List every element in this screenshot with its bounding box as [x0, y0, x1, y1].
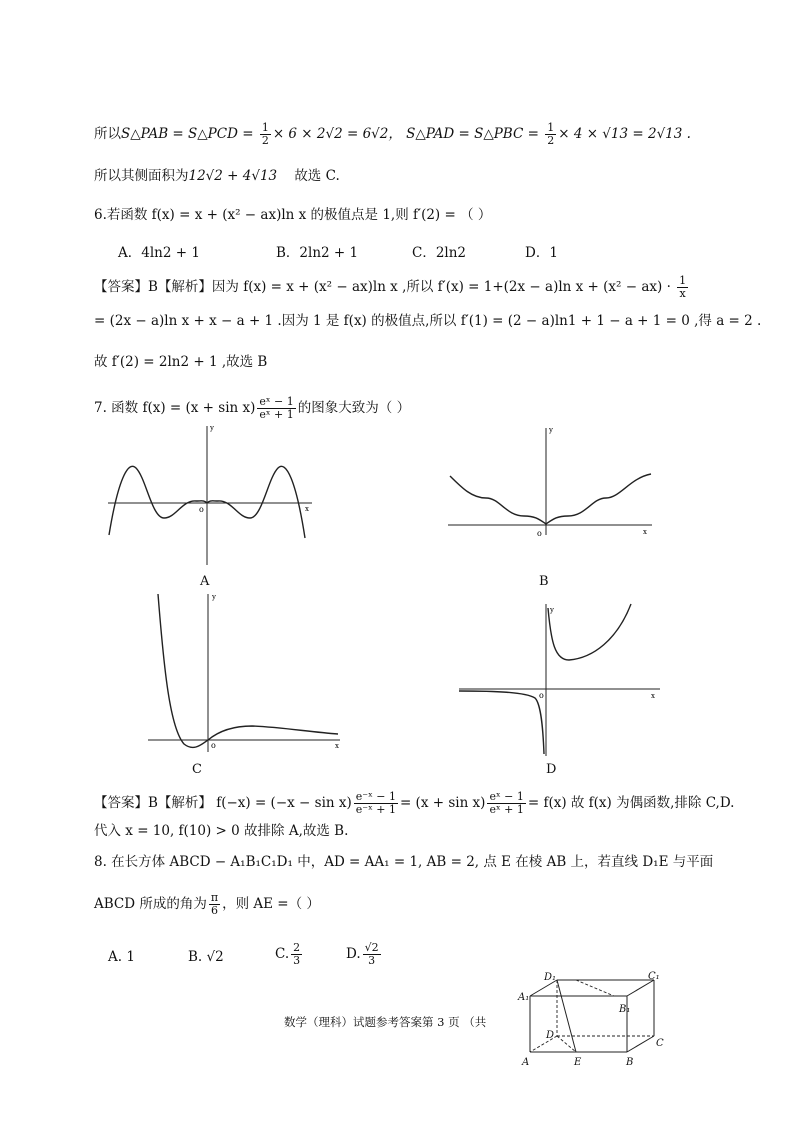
cuboid-diagram — [514, 970, 674, 1070]
fraction-exp-neg: $\frac{\text{e⁻ˣ − 1}}{\text{e⁻ˣ + 1}}$ — [355, 790, 396, 816]
graph-b-label: B — [539, 574, 549, 589]
edge-b1-c1 — [627, 980, 654, 996]
graph-d-y-label: y — [550, 606, 554, 614]
label-a: A — [522, 1057, 530, 1068]
label-b: B — [626, 1057, 634, 1068]
q6-answer-line-2: = (2x − a)ln x + x − a + 1 .因为 1 是 f(x) 的极值点,所以 f′(1) = (2 − a)ln1 + 1 − a + 1 = 0 ,得 a = 2 . — [94, 313, 762, 329]
graph-d-origin: o — [539, 691, 544, 700]
graph-c-origin: o — [211, 741, 216, 750]
graph-c — [140, 590, 350, 760]
graph-b-y-label: y — [549, 426, 553, 434]
edge-b-c — [627, 1036, 654, 1052]
graph-c-x-label: x — [335, 742, 339, 750]
fraction-exp: $\frac{\text{eˣ − 1}}{\text{eˣ + 1}}$ — [259, 395, 294, 421]
label-c: C — [656, 1038, 664, 1049]
graph-b-x-label: x — [643, 528, 647, 536]
fraction-pi-six: $\frac{\pi}{6}$ — [210, 891, 219, 917]
graph-a-label: A — [200, 574, 210, 589]
label-d1: D₁ — [544, 972, 557, 983]
graph-c-label: C — [192, 762, 202, 777]
label-c1: C₁ — [648, 971, 660, 982]
graph-a-y-label: y — [210, 424, 214, 432]
solution-line-2: 所以其侧面积为12√2 + 4√13 故选 C. — [94, 168, 340, 184]
page-footer: 数学（理科）试题参考答案第 3 页 （共 — [284, 1015, 487, 1029]
graph-b-curve — [450, 474, 651, 524]
q8-option-c: C. $\frac{2}{3}$ — [275, 941, 301, 967]
q8-option-d: D. $\frac{√2}{3}$ — [346, 941, 379, 967]
label-a1: A₁ — [518, 992, 530, 1003]
graph-a-origin: o — [199, 505, 204, 514]
fraction-root2-thirds: $\frac{√2}{3}$ — [364, 941, 379, 967]
graph-a — [100, 420, 320, 570]
q7-answer-line-1: 【答案】B【解析】 f(−x) = (−x − sin x) $\frac{\text{e⁻ˣ − 1}}{\text{e⁻ˣ + 1}}$ = (x + sin x) $\frac{\text{eˣ − 1}}{\text{eˣ + 1}}$ = f(x) 故 f(x) 为偶函数,排除 C,D. — [94, 790, 735, 816]
solution-line-1: 所以S△PAB = S△PCD = $\frac{1}{2}$ × 6 × 2√2 = 6√2， S△PAD = S△PBC = $\frac{1}{2}$ × 4 × √13 = 2√13 . — [94, 121, 691, 147]
graph-d-left-branch — [459, 691, 544, 754]
fraction-two-thirds: $\frac{2}{3}$ — [293, 941, 301, 967]
graph-d — [455, 598, 665, 758]
label-e: E — [574, 1057, 582, 1068]
fraction-half: $\frac{1}{2}$ — [261, 121, 269, 147]
fraction-one-over-x: $\frac{1}{x}$ — [679, 274, 687, 300]
label-d: D — [546, 1030, 555, 1041]
q6-answer-line-3: 故 f′(2) = 2ln2 + 1 ,故选 B — [94, 354, 268, 370]
q6-option-a: A．4ln2 + 1 — [118, 245, 200, 261]
graph-d-x-label: x — [651, 692, 655, 700]
question-8-stem-1: 8. 在长方体 ABCD − A₁B₁C₁D₁ 中，AD = AA₁ = 1, AB = 2, 点 E 在棱 AB 上，若直线 D₁E 与平面 — [94, 854, 714, 870]
graph-c-y-label: y — [212, 593, 216, 601]
line-d1-e — [557, 980, 576, 1052]
q6-option-b: B．2ln2 + 1 — [276, 245, 359, 261]
q7-answer-line-2: 代入 x = 10, f(10) > 0 故排除 A,故选 B. — [94, 823, 349, 839]
q6-option-c: C．2ln2 — [412, 245, 467, 261]
fraction-half: $\frac{1}{2}$ — [547, 121, 555, 147]
graph-b — [440, 420, 660, 570]
q8-option-b: B. √2 — [188, 949, 224, 965]
graph-a-x-label: x — [305, 505, 309, 513]
q8-option-a: A. 1 — [108, 949, 135, 965]
graph-c-curve — [158, 594, 338, 747]
question-6-stem: 6.若函数 f(x) = x + (x² − ax)ln x 的极值点是 1,则 f′(2) = （ ） — [94, 207, 492, 223]
graph-d-right-branch — [548, 604, 631, 660]
question-7-stem: 7. 函数 f(x) = (x + sin x) $\frac{\text{eˣ − 1}}{\text{eˣ + 1}}$ 的图象大致为（ ） — [94, 395, 411, 421]
q6-option-d: D．1 — [525, 245, 558, 261]
label-b1: B₁ — [619, 1004, 631, 1015]
graph-b-origin: o — [537, 529, 542, 538]
hidden-line-top — [576, 980, 614, 996]
fraction-exp: $\frac{\text{eˣ − 1}}{\text{eˣ + 1}}$ — [489, 790, 524, 816]
hidden-line-d-e — [557, 1036, 576, 1052]
question-8-stem-2: ABCD 所成的角为 $\frac{\pi}{6}$ ，则 AE =（ ） — [94, 891, 320, 917]
q6-answer-line-1: 【答案】B【解析】因为 f(x) = x + (x² − ax)ln x ,所以 f′(x) = 1+(2x − a)ln x + (x² − ax) · $\frac{1}{x}$ — [94, 274, 687, 300]
graph-d-label: D — [546, 762, 557, 777]
